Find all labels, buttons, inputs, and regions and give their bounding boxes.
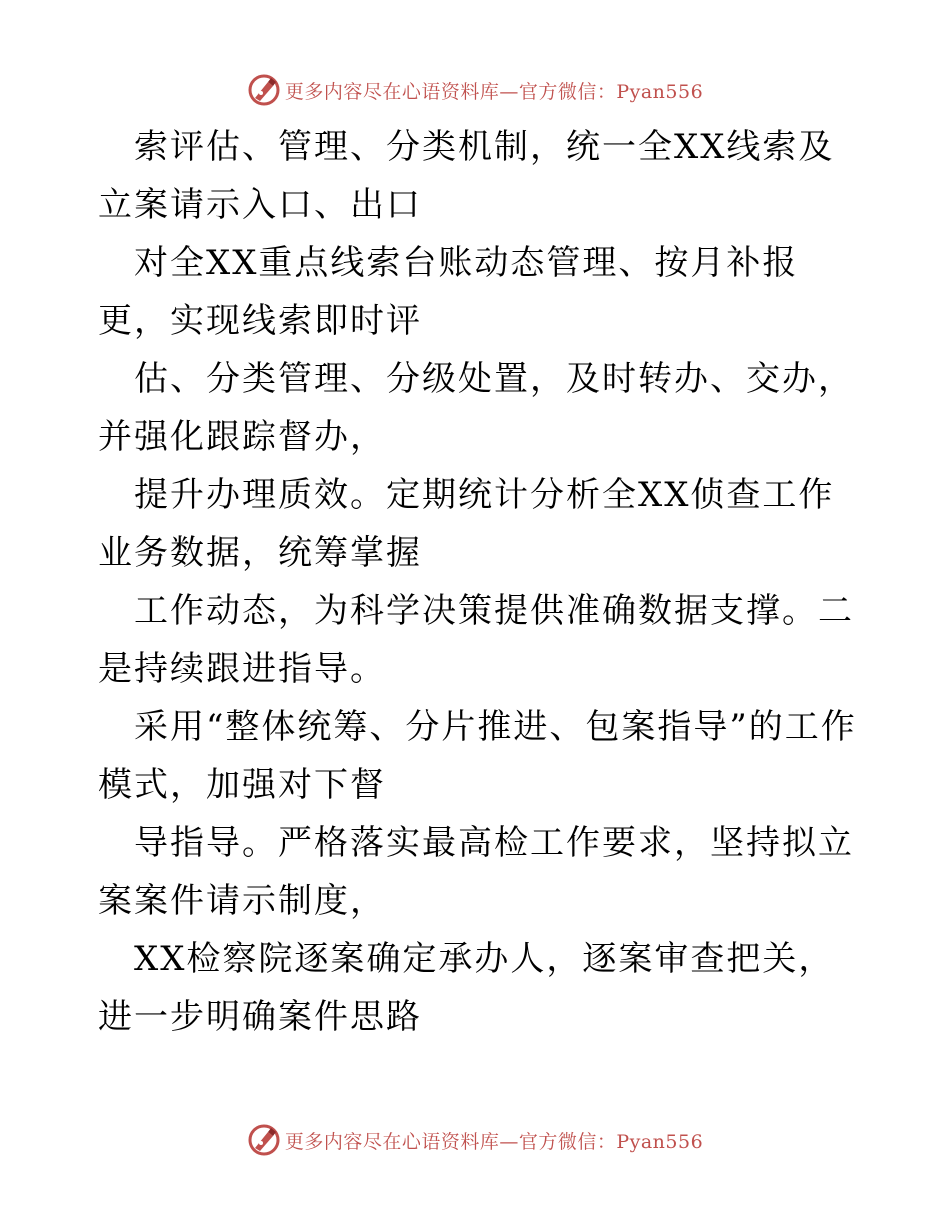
- paragraph-4: 提升办理质效。定期统计分析全XX侦查工作业务数据，统筹掌握: [98, 475, 835, 573]
- paragraph-2: 对全XX重点线索台账动态管理、按月补报更，实现线索即时评: [98, 243, 799, 341]
- pen-circle-icon: [247, 73, 281, 107]
- paragraph-7: 导指导。严格落实最高检工作要求，坚持拟立案案件请示制度，: [98, 823, 854, 921]
- document-body: [98, 118, 858, 1046]
- paragraph-6: 采用“整体统筹、分片推进、包案指导”的工作模式，加强对下督: [98, 707, 857, 805]
- paragraph-1: 索评估、管理、分类机制，统一全XX线索及立案请示入口、出口: [98, 127, 835, 225]
- footer-watermark: [0, 1120, 950, 1160]
- header-watermark-text: 更多内容尽在心语资料库—官方微信：Pyan556: [284, 80, 704, 103]
- header-watermark: [0, 70, 950, 110]
- footer-watermark-text: 更多内容尽在心语资料库—官方微信：Pyan556: [284, 1130, 704, 1153]
- paragraph-3: 估、分类管理、分级处置，及时转办、交办，并强化跟踪督办，: [98, 359, 854, 457]
- pen-circle-icon: [247, 1123, 281, 1157]
- paragraph-5: 工作动态，为科学决策提供准确数据支撑。二是持续跟进指导。: [98, 591, 854, 689]
- paragraph-8: XX检察院逐案确定承办人，逐案审查把关，进一步明确案件思路: [98, 939, 835, 1037]
